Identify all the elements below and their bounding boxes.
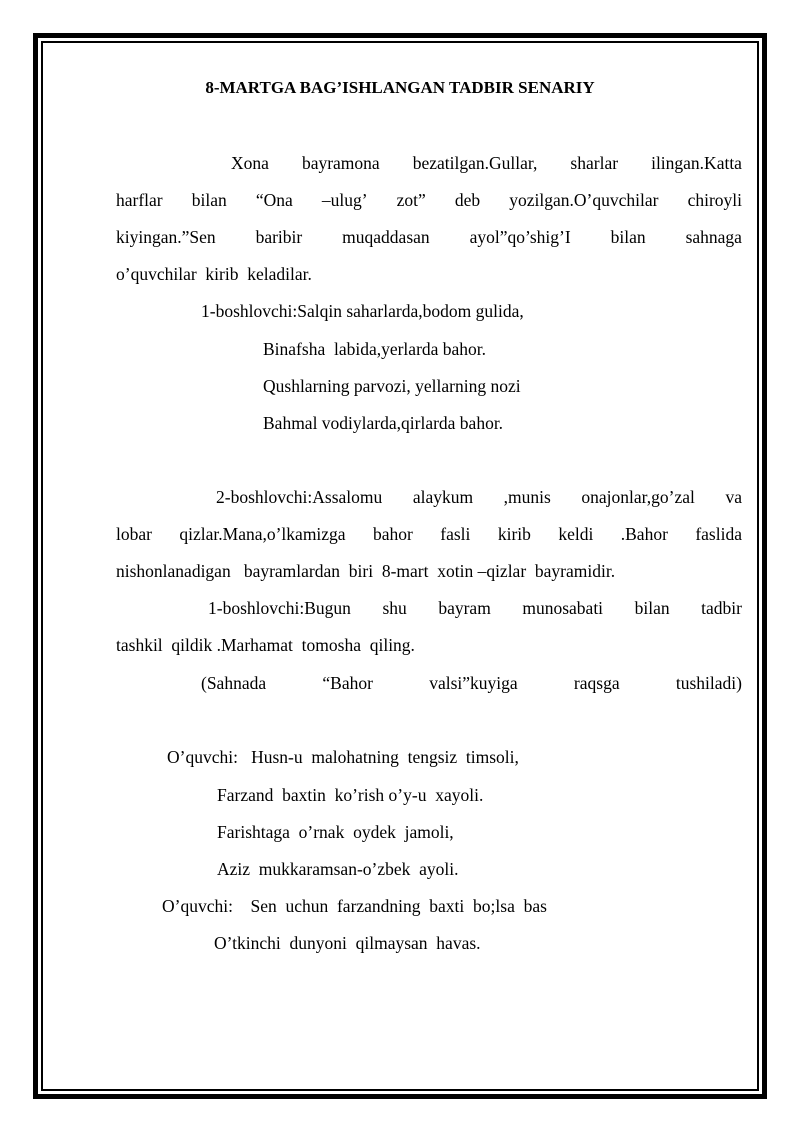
para2-line-1: 2-boshlovchi:Assalomu alaykum ,munis onajonlar,go’zal va [216, 487, 742, 507]
para2-line-3: nishonlanadigan bayramlardan biri 8-mart xotin –qizlar bayramidir. [116, 561, 616, 581]
poem2-line-3: Farishtaga o’rnak oydek jamoli, [217, 822, 454, 842]
stage-direction: (Sahnada “Bahor valsi”kuyiga raqsga tushiladi) [201, 673, 742, 693]
poem1-line-4: Bahmal vodiylarda,qirlarda bahor. [263, 413, 504, 433]
poem2-line-4: Aziz mukkaramsan-o’zbek ayoli. [217, 859, 459, 879]
intro-line-2: harflar bilan “Ona –ulug’ zot” deb yozilgan.O’quvchilar chiroyli [116, 190, 742, 210]
poem2-line-2: Farzand baxtin ko’rish o’y-u xayoli. [217, 785, 484, 805]
para3-line-2: tashkil qildik .Marhamat tomosha qiling. [116, 635, 415, 655]
poem1-line-3: Qushlarning parvozi, yellarning nozi [263, 376, 521, 396]
para2-line-2: lobar qizlar.Mana,o’lkamizga bahor fasli kirib keldi .Bahor faslida [116, 524, 742, 544]
poem1-line-1: 1-boshlovchi:Salqin saharlarda,bodom gulida, [201, 301, 524, 321]
intro-line-1: Xona bayramona bezatilgan.Gullar, sharlar ilingan.Katta [231, 153, 742, 173]
poem2-line-1: O’quvchi: Husn-u malohatning tengsiz timsoli, [167, 747, 519, 767]
document-title: 8-MARTGA BAG’ISHLANGAN TADBIR SENARIY [205, 78, 595, 97]
poem1-line-2: Binafsha labida,yerlarda bahor. [263, 339, 487, 359]
intro-line-4: o’quvchilar kirib keladilar. [116, 264, 312, 284]
poem2-line-6: O’tkinchi dunyoni qilmaysan havas. [214, 933, 481, 953]
para3-line-1: 1-boshlovchi:Bugun shu bayram munosabati bilan tadbir [208, 598, 742, 618]
poem2-line-5: O’quvchi: Sen uchun farzandning baxti bo;lsa bas [162, 896, 547, 916]
intro-line-3: kiyingan.”Sen baribir muqaddasan ayol”qo’shig’I bilan sahnaga [116, 227, 742, 247]
